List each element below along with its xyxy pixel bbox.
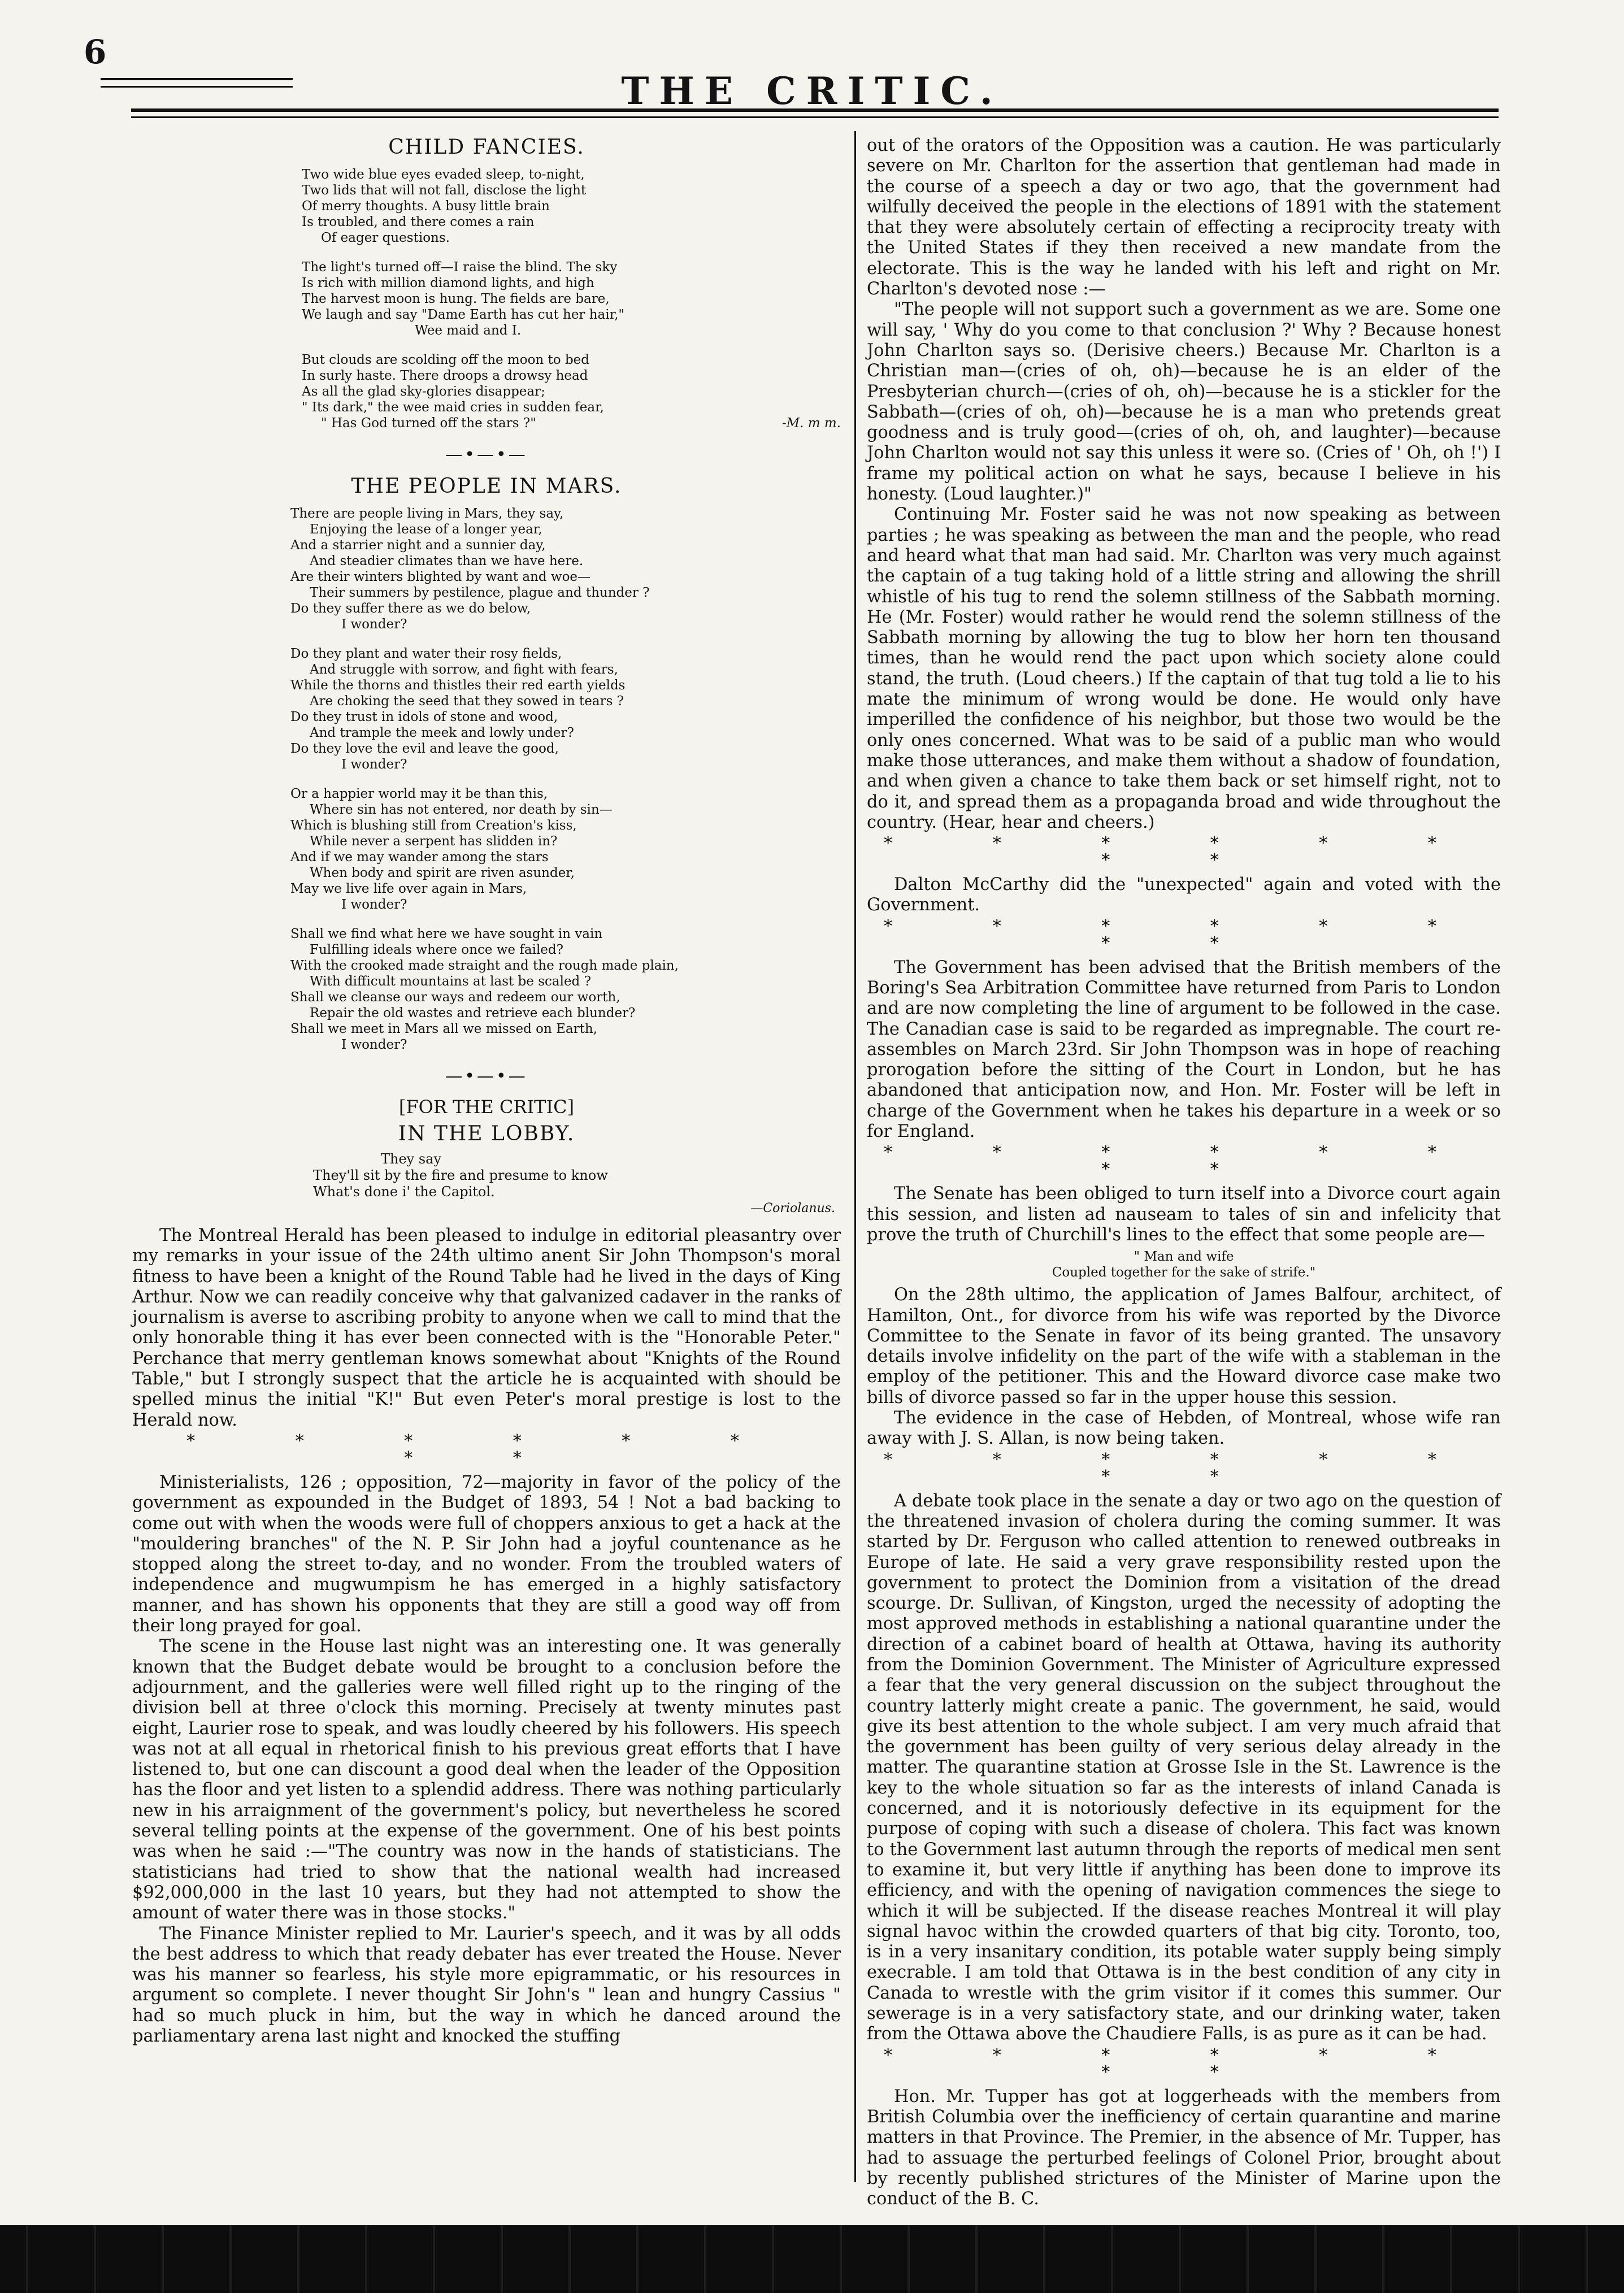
poem-line: Repair the old wastes and retrieve each blunder? [310, 1006, 636, 1020]
poem-stanza [290, 786, 841, 913]
left-column [132, 136, 841, 2047]
poem-line: As all the glad sky-glories disappear; [302, 384, 545, 399]
poem-line: Or a happier world may it be than this, [290, 787, 548, 801]
lobby-article [132, 1226, 841, 2047]
epigraph-source: —Coriolanus. [750, 1201, 835, 1215]
poem-line: Do they suffer there as we do below, [290, 601, 531, 616]
poem-line: Their summers by pestilence, plague and thunder ? [310, 585, 650, 600]
poem-line: With the crooked made straight and the rough made plain, [290, 958, 679, 973]
poem-line: " Its dark," the wee maid cries in sudden fear, [302, 400, 604, 415]
poem-line: And steadier climates than we have here. [310, 554, 584, 568]
poem-line: Wee maid and I. [415, 323, 522, 338]
article-paragraph: Ministerialists, 126 ; opposition, 72—majority in favor of the policy of the government as expounded in the Budget of 1893, 54 ! Not a bad backing to come out with when the woods were full of choppers anxious to get a hack at the "mouldering branches" of the N. P. Sir John had a joyful countenance as he stopped along the street to-day, and no wonder. From the troubled waters of independence and mugwumpism he has emerged in a highly satisfactory manner, and has shown his opponents that they are still a good way off from their long prayed for goal. [132, 1472, 841, 1636]
header-rule [131, 116, 1499, 118]
section-title: IN THE LOBBY. [398, 1122, 575, 1145]
poem-child-fancies [302, 167, 841, 431]
poem-title: CHILD FANCIES. [388, 136, 585, 159]
section-separator: * * * * * * * * [884, 916, 1484, 953]
ornament-divider: —•—•— [445, 1066, 528, 1086]
section-separator: * * * * * * * * [884, 1449, 1484, 1487]
poem-line: Are choking the seed that they sowed in tears ? [310, 694, 624, 709]
poem-line: Do they plant and water their rosy fields, [290, 646, 562, 661]
article-paragraph: On the 28th ultimo, the application of James Balfour, architect, of Hamilton, Ont., for divorce from his wife was reported by the Divorce Committee to the Senate in favor of its being granted. The unsavory details involve infidelity on the part of the wife with a stableman in the employ of the petitioner. This and the Howard divorce case make two bills of divorce passed so far in the upper house this session. [867, 1285, 1501, 1408]
poem-signature: -M. m m. [781, 416, 841, 431]
poem-line: While never a serpent has slidden in? [310, 834, 558, 849]
article-paragraph: The Finance Minister replied to Mr. Laurier's speech, and it was by all odds the best address to which that ready debater has ever treated the House. Never was his manner so fearless, his style more epigrammatic, or his resources in argument so complete. I never thought Sir John's " lean and hungry Cassius " had so much pluck in him, but the way in which he danced around the parliamentary arena last night and knocked the stuffing [132, 1923, 841, 2046]
poem-line: The harvest moon is hung. The fields are bare, [302, 292, 610, 306]
poem-stanza [302, 352, 841, 431]
section-separator: * * * * * * * * [884, 833, 1484, 871]
poem-line: Fulfilling ideals where once we failed? [310, 943, 563, 957]
poem-line: Which is blushing still from Creation's kiss, [290, 818, 577, 833]
poem-line: Do they love the evil and leave the good, [290, 741, 559, 756]
poem-line: I wonder? [341, 897, 407, 912]
page-bottom-border [0, 2225, 1624, 2293]
article-paragraph: Hon. Mr. Tupper has got at loggerheads with the members from British Columbia over the inefficiency of certain quarantine and marine matters in that Province. The Premier, in the absence of Mr. Tupper, has had to assuage the perturbed feelings of Colonel Prior, brought about by recently published strictures of the Minister of Marine upon the conduct of the B. C. [867, 2086, 1501, 2209]
poem-line: Is troubled, and there comes a rain [302, 215, 535, 229]
poem-line: In surly haste. There droops a drowsy head [302, 368, 588, 383]
epigraph-line: They say [381, 1151, 442, 1167]
poem-line: Do they trust in idols of stone and wood, [290, 710, 558, 724]
poem-line: But clouds are scolding off the moon to bed [302, 353, 590, 367]
article-paragraph: The Montreal Herald has been pleased to indulge in editorial pleasantry over my remarks in your issue of the 24th ultimo anent Sir John Thompson's moral fitness to have been a knight of the Round Table had he lived in the days of King Arthur. Now we can readily conceive why that galvanized cadaver in the ranks of journalism is averse to ascribing probity to anyone when we call to mind that the only honorable thing it has ever been connected with is the "Honorable Peter." Perchance that merry gentleman knows somewhat about "Knights of the Round Table," but I strongly suspect that the article he is acquainted with should be spelled minus the initial "K!" But even Peter's moral prestige is lost to the Herald now. [132, 1226, 841, 1430]
page-number: 6 [84, 33, 107, 71]
poem-line: I wonder? [341, 617, 407, 632]
poem-line: " Has God turned off the stars ?" [321, 416, 536, 431]
header-rule [131, 108, 1499, 112]
verse-quote [867, 1249, 1501, 1280]
poem-line: While the thorns and thistles their red earth yields [290, 678, 626, 693]
poem-line: I wonder? [341, 1037, 407, 1052]
section-separator: * * * * * * * * [884, 2045, 1484, 2082]
article-paragraph: The evidence in the case of Hebden, of Montreal, whose wife ran away with J. S. Allan, is now being taken. [867, 1408, 1501, 1449]
ornament-divider: —•—•— [445, 445, 528, 464]
poem-line: Of eager questions. [321, 231, 450, 245]
article-paragraph: out of the orators of the Opposition was a caution. He was particularly severe on Mr. Charlton for the assertion that gentleman had made in the course of a speech a day or two ago, that the government had wilfully deceived the people in the elections of 1891 with the statement that they were absolutely certain of effecting a reciprocity treaty with the United States if they then received a new mandate from the electorate. This is the way he landed with his left and right on Mr. Charlton's devoted nose :— [867, 136, 1501, 299]
poem-line: Shall we find what here we have sought in vain [290, 927, 603, 941]
article-paragraph: The Government has been advised that the British members of the Boring's Sea Arbitration Committee have returned from Paris to London and are now completing the line of argument to be followed in the case. The Canadian case is said to be regarded as impregnable. The court re-assembles on March 23rd. Sir John Thompson was in hope of reaching prorogation before the sitting of the Court in London, but he has abandoned that anticipation now, and Hon. Mr. Foster will be left in charge of the Government when he takes his departure in a week or so for England. [867, 957, 1501, 1142]
poem-line: I wonder? [341, 757, 407, 772]
poem-line: Are their winters blighted by want and woe— [290, 570, 591, 584]
poem-last-line-row [302, 415, 841, 431]
quote-line: Coupled together for the sake of strife." [1052, 1265, 1316, 1280]
quote-line: " Man and wife [1134, 1249, 1234, 1265]
poem-stanza [290, 926, 841, 1053]
epigraph-line: They'll sit by the fire and presume to know [313, 1167, 608, 1183]
poem-people-in-mars [290, 506, 841, 1053]
section-separator: * * * * * * * * [884, 1143, 1484, 1180]
poem-line: Of merry thoughts. A busy little brain [302, 199, 550, 214]
article-paragraph: Continuing Mr. Foster said he was not now speaking as between parties ; he was speaking as between the man and the people, who read and heard what that man had said. Mr. Charlton was very much against the captain of a tug taking hold of a little string and allowing the shrill whistle of his tug to rend the solemn stillness of the Sabbath morning. He (Mr. Foster) would rather he would rend the solemn stillness of the Sabbath morning by allowing the tug to blow her horn ten thousand times, than he would rend the pact upon which society alone could stand, the truth. (Loud cheers.) If the captain of that tug told a lie to his mate the minimum of wrong would be done. He would only have imperilled the confidence of his neighbor, but those two would be the only ones concerned. What was to be said of a public man who would make those utterances, and make them without a shadow of foundation, and when given a chance to take them back or set himself right, not to do it, and spread them as a propaganda broad and wide throughout the country. (Hear, hear and cheers.) [867, 505, 1501, 832]
article-paragraph: The scene in the House last night was an interesting one. It was generally known that the Budget debate would be brought to a conclusion before the adjournment, and the galleries were well filled right up to the ringing of the division bell at three o'clock this morning. Precisely at twenty minutes past eight, Laurier rose to speak, and was loudly cheered by his followers. His speech was not at all equal in rhetorical finish to his previous great efforts that I have listened to, but one can discount a good deal when the leader of the Opposition has the floor and yet listen to a splendid address. There was nothing particularly new in his arraignment of the government's policy, but nevertheless he scored several telling points at the expense of the government. One of his best points was when he said :—"The country was now in the hands of statisticians. The statisticians had tried to show that the national wealth had increased $92,000,000 in the last 10 years, but they had not attempted to show the amount of water there was in those stocks." [132, 1636, 841, 1923]
poem-line: Two lids that will not fall, disclose the light [302, 183, 587, 198]
article-paragraph: A debate took place in the senate a day or two ago on the question of the threatened invasion of cholera during the coming summer. It was started by Dr. Ferguson who called attention to renewed outbreaks in Europe of late. He said a very grave responsibility rested upon the government to protect the Dominion from a visitation of the dread scourge. Dr. Sullivan, of Kingston, urged the necessity of adopting the most approved methods in establishing a national quarantine under the direction of a cabinet board of health at Ottawa, having its authority from the Dominion Government. The Minister of Agriculture expressed a fear that the very general discussion on the subject throughout the country latterly might create a panic. The government, he said, would give its best attention to the whole subject. I am very much afraid that the government has been guilty of very serious delay already in the matter. The quarantine station at Grosse Isle in the St. Lawrence is the key to the whole situation so far as the interests of inland Canada is concerned, and it is notoriously defective in its equipment for the purpose of coping with such a disease of cholera. This fact was known to the Government last autumn through the reports of medical men sent to examine it, but very little if anything has been done to improve its efficiency, and with the opening of navigation commences the siege to which it will be subjected. If the disease reaches Montreal it will play signal havoc within the crowded quarters of that big city. Toronto, too, is in a very insanitary condition, its potable water supply being simply execrable. I am told that Ottawa is in the best condition of any city in Canada to wrestle with the grim visitor if it comes this summer. Our sewerage is in a very satisfactory state, and our drinking water, taken from the Ottawa above the Chaudiere Falls, is as pure as it can be had. [867, 1491, 1501, 2044]
epigraph [313, 1151, 841, 1200]
poem-line: Shall we cleanse our ways and redeem our worth, [290, 990, 620, 1005]
poem-line: There are people living in Mars, they say, [290, 506, 564, 521]
epigraph-line: What's done i' the Capitol. [313, 1184, 495, 1200]
poem-line: And struggle with sorrow, and fight with fears, [310, 662, 618, 677]
poem-line: May we live life over again in Mars, [290, 881, 527, 896]
poem-line: Shall we meet in Mars all we missed on Earth, [290, 1022, 597, 1036]
poem-line: With difficult mountains at last be scaled ? [310, 974, 591, 989]
masthead: THE CRITIC. [621, 69, 1003, 113]
poem-stanza [302, 259, 841, 338]
poem-stanza [290, 506, 841, 632]
poem-line: And trample the meek and lowly under? [310, 726, 574, 740]
section-separator: * * * * * * * * [186, 1431, 787, 1468]
column-divider [854, 131, 856, 2182]
right-column [867, 136, 1501, 2209]
poem-title: THE PEOPLE IN MARS. [351, 475, 622, 498]
poem-line: Enjoying the lease of a longer year, [310, 522, 542, 537]
poem-stanza [302, 167, 841, 246]
article-paragraph: "The people will not support such a government as we are. Some one will say, ' Why do you come to that conclusion ?' Why ? Because honest John Charlton says so. (Derisive cheers.) Because Mr. Charlton is a Christian man—(cries of oh, oh)—because he is an elder of the Presbyterian church—(cries of oh, oh)—because he is a stickler for the Sabbath—(cries of oh, oh)—because he is a man who pretends great goodness and is truly good—(cries of oh, oh, and laughter)—because John Charlton would not say this unless it were so. (Cries of ' Oh, oh !') I frame my political action on what he says, because I believe in his honesty. (Loud laughter.)" [867, 299, 1501, 505]
poem-stanza [290, 646, 841, 772]
poem-line: And if we may wander among the stars [290, 850, 549, 865]
poem-line: Where sin has not entered, nor death by sin— [310, 802, 613, 817]
poem-line: And a starrier night and a sunnier day, [290, 538, 546, 553]
poem-line: Is rich with million diamond lights, and high [302, 276, 594, 290]
article-paragraph: Dalton McCarthy did the "unexpected" again and voted with the Government. [867, 875, 1501, 915]
poem-line: Two wide blue eyes evaded sleep, to-night, [302, 167, 585, 182]
poem-line: We laugh and say "Dame Earth has cut her hair," [302, 307, 624, 322]
poem-line: The light's turned off—I raise the blind. The sky [302, 260, 618, 275]
article-paragraph: The Senate has been obliged to turn itself into a Divorce court again this session, and listen ad nauseam to tales of sin and infelicity that prove the truth of Churchill's lines to the effect that some people are— [867, 1184, 1501, 1245]
poem-line: When body and spirit are riven asunder, [310, 866, 575, 880]
section-tag: [FOR THE CRITIC] [398, 1096, 575, 1118]
